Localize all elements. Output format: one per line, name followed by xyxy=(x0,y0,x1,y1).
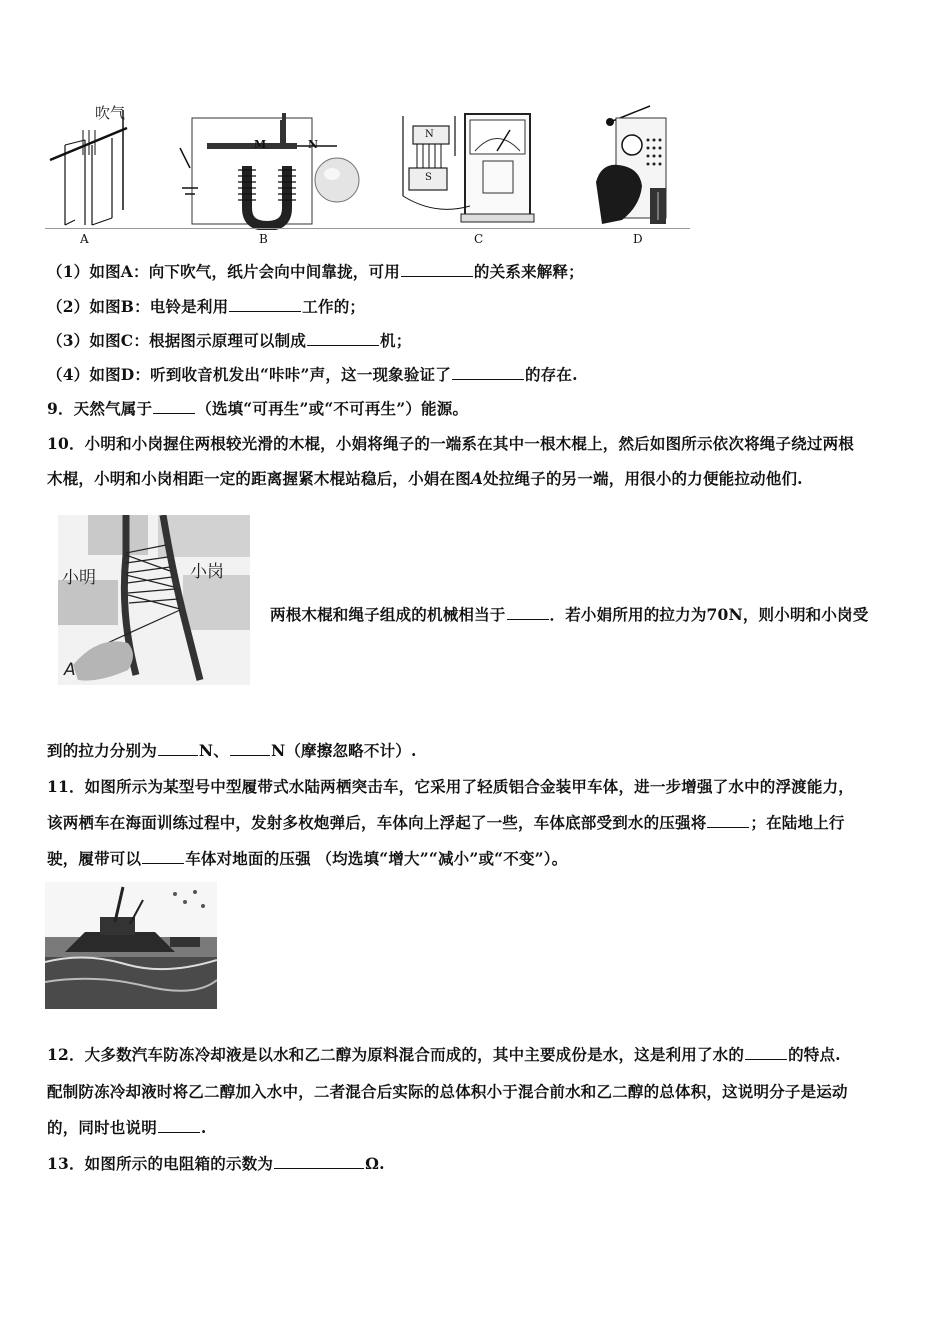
q8-part1-pre: （1）如图A：向下吹气，纸片会向中间靠拢，可用 xyxy=(47,262,400,281)
figure-a-label: 吹气 xyxy=(95,104,126,122)
figure-q11-vehicle-photo xyxy=(45,882,217,1009)
q11-line2 xyxy=(47,811,845,833)
figure-a-caption: A xyxy=(80,232,89,246)
q8-part1-blank[interactable] xyxy=(401,262,473,277)
figure-b-label-n: N xyxy=(308,138,319,151)
q10-line2a: 木棍，小明和小岗相距一定的距离握紧木棍站稳后，小娟在图 xyxy=(47,469,471,488)
q8-part4 xyxy=(47,363,578,385)
q11-blank-pressure[interactable] xyxy=(707,813,749,828)
figure-c-caption: C xyxy=(474,232,484,246)
q13-blank[interactable] xyxy=(274,1154,364,1169)
figure-b xyxy=(172,108,362,230)
q10-side-text xyxy=(270,603,868,625)
q9-blank[interactable] xyxy=(153,399,195,414)
q10-photo-label-left: 小明 xyxy=(62,568,96,588)
q12-line1a: 12．大多数汽车防冻冷却液是以水和乙二醇为原料混合而成的，其中主要成份是水，这是利用了水的 xyxy=(47,1045,745,1064)
q11-blank-track[interactable] xyxy=(142,849,184,864)
q10-photo-label-a: A xyxy=(64,660,76,680)
q9-pre: 9．天然气属于 xyxy=(47,399,153,418)
q11-line2a: 该两栖车在海面训练过程中，发射多枚炮弹后，车体向上浮起了一些，车体底部受到水的压强将 xyxy=(47,813,707,832)
q10-side-pre: 两根木棍和绳子组成的机械相当于 xyxy=(270,605,506,624)
q10-blank-machine[interactable] xyxy=(507,605,549,620)
figure-c-magnet-n: N xyxy=(425,129,434,140)
q11-line3a: 驶，履带可以 xyxy=(47,849,142,868)
figure-b-label-m: M xyxy=(254,138,267,151)
q10-blank-force2[interactable] xyxy=(230,741,270,756)
q8-part3-pre: （3）如图C：根据图示原理可以制成 xyxy=(47,331,307,350)
figure-b-caption: B xyxy=(259,232,268,246)
q13 xyxy=(47,1152,385,1174)
q12-line3a: 的，同时也说明 xyxy=(47,1118,157,1137)
q10-line2 xyxy=(47,467,803,489)
q13-post: Ω. xyxy=(365,1154,385,1173)
q11-line3 xyxy=(47,847,567,869)
q12-line3b: . xyxy=(200,1118,207,1137)
q8-part2-post: 工作的； xyxy=(302,297,366,316)
q8-part4-blank[interactable] xyxy=(452,365,524,380)
q8-part4-post: 的存在. xyxy=(524,365,578,384)
q9-post: （选填“可再生”或“不可再生”）能源。 xyxy=(196,399,469,418)
q12-blank-property[interactable] xyxy=(745,1045,787,1060)
q8-part2 xyxy=(47,295,365,317)
q11-line1: 11．如图所示为某型号中型履带式水陆两栖突击车，它采用了轻质铝合金装甲车体，进一步增强了水中的浮渡能力， xyxy=(47,777,854,796)
q9 xyxy=(47,397,468,419)
figure-q10-photo xyxy=(58,515,250,685)
figure-row-baseline xyxy=(45,228,690,229)
figure-c-magnet-s: S xyxy=(425,172,432,183)
q10-point-a: A xyxy=(470,469,484,488)
q12-line1b: 的特点. xyxy=(788,1045,841,1064)
q10-line4a: 到的拉力分别为 xyxy=(47,741,157,760)
q8-part3-blank[interactable] xyxy=(307,331,379,346)
q8-part4-pre: （4）如图D：听到收音机发出“咔咔”声，这一现象验证了 xyxy=(47,365,451,384)
figure-c xyxy=(395,106,535,230)
q10-line2c: 处拉绳子的另一端，用很小的力便能拉动他们. xyxy=(483,469,803,488)
q13-pre: 13．如图所示的电阻箱的示数为 xyxy=(47,1154,274,1173)
q8-part3 xyxy=(47,329,411,351)
q10-line4b: N、 xyxy=(198,741,229,760)
q12-line2: 配制防冻冷却液时将乙二醇加入水中，二者混合后实际的总体积小于混合前水和乙二醇的总体积，这说明分子是运动 xyxy=(47,1082,848,1101)
q10-blank-force1[interactable] xyxy=(158,741,198,756)
q8-part1-post: 的关系来解释； xyxy=(473,262,584,281)
q10-line4 xyxy=(47,739,417,761)
q8-part2-blank[interactable] xyxy=(229,297,301,312)
q12-blank-conclusion[interactable] xyxy=(158,1118,200,1133)
q8-part3-post: 机； xyxy=(380,331,412,350)
figure-a xyxy=(45,100,135,230)
figure-d-caption: D xyxy=(633,232,643,246)
q11-line3b: 车体对地面的压强 （均选填“增大”“减小”或“不变”）。 xyxy=(185,849,568,868)
q12-line3 xyxy=(47,1116,207,1138)
q10-line1: 10．小明和小岗握住两根较光滑的木棍，小娟将绳子的一端系在其中一根木棍上，然后如图所示依次将绳子绕过两根 xyxy=(47,434,854,453)
q12-line1 xyxy=(47,1043,841,1065)
figure-d xyxy=(592,100,672,230)
q10-side-post: ．若小娟所用的拉力为70N，则小明和小岗受 xyxy=(549,605,869,624)
q10-line4c: N（摩擦忽略不计）. xyxy=(270,741,417,760)
q8-part2-pre: （2）如图B：电铃是利用 xyxy=(47,297,229,316)
q8-part1 xyxy=(47,260,584,282)
q10-photo-label-right: 小岗 xyxy=(190,562,224,582)
q11-line2b: ；在陆地上行 xyxy=(750,813,845,832)
